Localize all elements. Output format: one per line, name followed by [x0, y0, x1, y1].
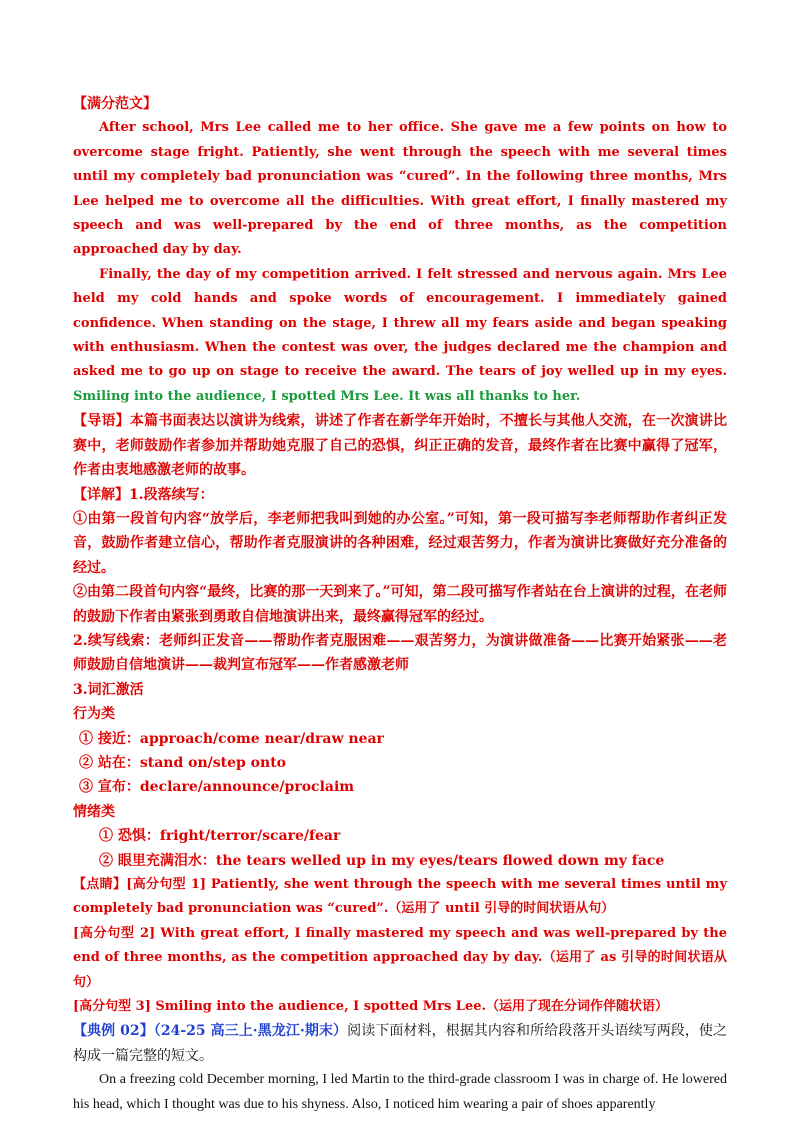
example-line	[73, 1019, 727, 1068]
detail-point-2: ②由第二段首句内容“最终，比赛的那一天到来了。”可知，第二段可描写作者站在台上演讲的过程，在老师的鼓励下作者由紧张到勇敢自信地演讲出来，最终赢得冠军的经过。	[73, 584, 727, 625]
document-content	[73, 92, 727, 1117]
category-emotion: 情绪类	[73, 803, 115, 820]
continuation-clue: 2.续写线索：老师纠正发音——帮助作者克服困难——艰苦努力，为演讲做准备——比赛开始紧张——老师鼓励自信地演讲——裁判宣布冠军——作者感激老师	[73, 632, 727, 674]
key-sentence-1: 【点睛】[高分句型 1] Patiently, she went through the speech with me several times until my completely bad pronunciation was “cured”.（运用了 until 引导的时间状语从句）	[73, 877, 727, 917]
story-paragraph: On a freezing cold December morning, I led Martin to the third-grade classroom I was in charge of. He lowered his head, which I thought was due to his shyness. Also, I noticed him wearing a pair of shoes apparently	[73, 1072, 727, 1112]
emotion-item: ② 眼里充满泪水：the tears welled up in my eyes/tears flowed down my face	[99, 852, 665, 869]
sample-paragraph-2	[73, 263, 727, 409]
sample-paragraph-1: After school, Mrs Lee called me to her office. She gave me a few points on how to overcome stage fright. Patiently, she went through the speech with me several times until my completely bad pronunciation was “cured”. In the following three months, Mrs Lee helped me to overcome all the difficulties. With great effort, I finally mastered my speech and was well-prepared by the end of three months, as the competition approached day by day.	[73, 120, 727, 258]
guide-paragraph: 【导语】本篇书面表达以演讲为线索，讲述了作者在新学年开始时，不擅长与其他人交流，在一次演讲比赛中，老师鼓励作者参加并帮助她克服了自己的恐惧，纠正正确的发音，最终作者在比赛中赢得了冠军，作者由衷地感激老师的故事。	[73, 413, 727, 479]
category-behavior: 行为类	[73, 706, 115, 723]
sample-heading: 【满分范文】	[73, 96, 157, 112]
behavior-item: ③ 宣布：declare/announce/proclaim	[79, 779, 355, 796]
key-sentence-2: [高分句型 2] With great effort, I finally mastered my speech and was well-prepared by the end of three months, as the competition approached day by day.（运用了 as 引导的时间状语从句）	[73, 925, 727, 990]
vocab-heading: 3.词汇激活	[73, 681, 144, 698]
behavior-item: ① 接近：approach/come near/draw near	[79, 730, 384, 747]
example-instruction: 阅读下面材料，根据其内容和所给段落开头语续写两段，使之构成一篇完整的短文。	[73, 1023, 728, 1064]
detail-point-1: ①由第一段首句内容“放学后，李老师把我叫到她的办公室。”可知，第一段可描写李老师帮助作者纠正发音，鼓励作者建立信心，帮助作者克服演讲的各种困难，经过艰苦努力，作者为演讲比赛做好充分准备的经过。	[73, 510, 727, 576]
sample-paragraph-2-text: Finally, the day of my competition arrived. I felt stressed and nervous again. Mrs Lee held my cold hands and spoke words of encouragement. I immediately gained confidence. When standing on the stage, I threw all my fears aside and began speaking with enthusiasm. When the contest was over, the judges declared me the champion and asked me to go up on stage to receive the award. The tears of joy welled up in my eyes.	[73, 266, 727, 380]
detail-heading: 【详解】1.段落续写：	[73, 486, 214, 503]
emotion-item: ① 恐惧：fright/terror/scare/fear	[99, 828, 341, 845]
key-sentence-3: [高分句型 3] Smiling into the audience, I spotted Mrs Lee.（运用了现在分词作伴随状语）	[73, 999, 669, 1015]
example-label: 【典例 02】	[73, 1023, 154, 1040]
highlight-sentence: Smiling into the audience, I spotted Mrs Lee. It was all thanks to her.	[73, 388, 581, 404]
behavior-item: ② 站在：stand on/step onto	[79, 754, 287, 771]
example-source: （24-25 高三上·黑龙江·期末）	[153, 1023, 348, 1040]
